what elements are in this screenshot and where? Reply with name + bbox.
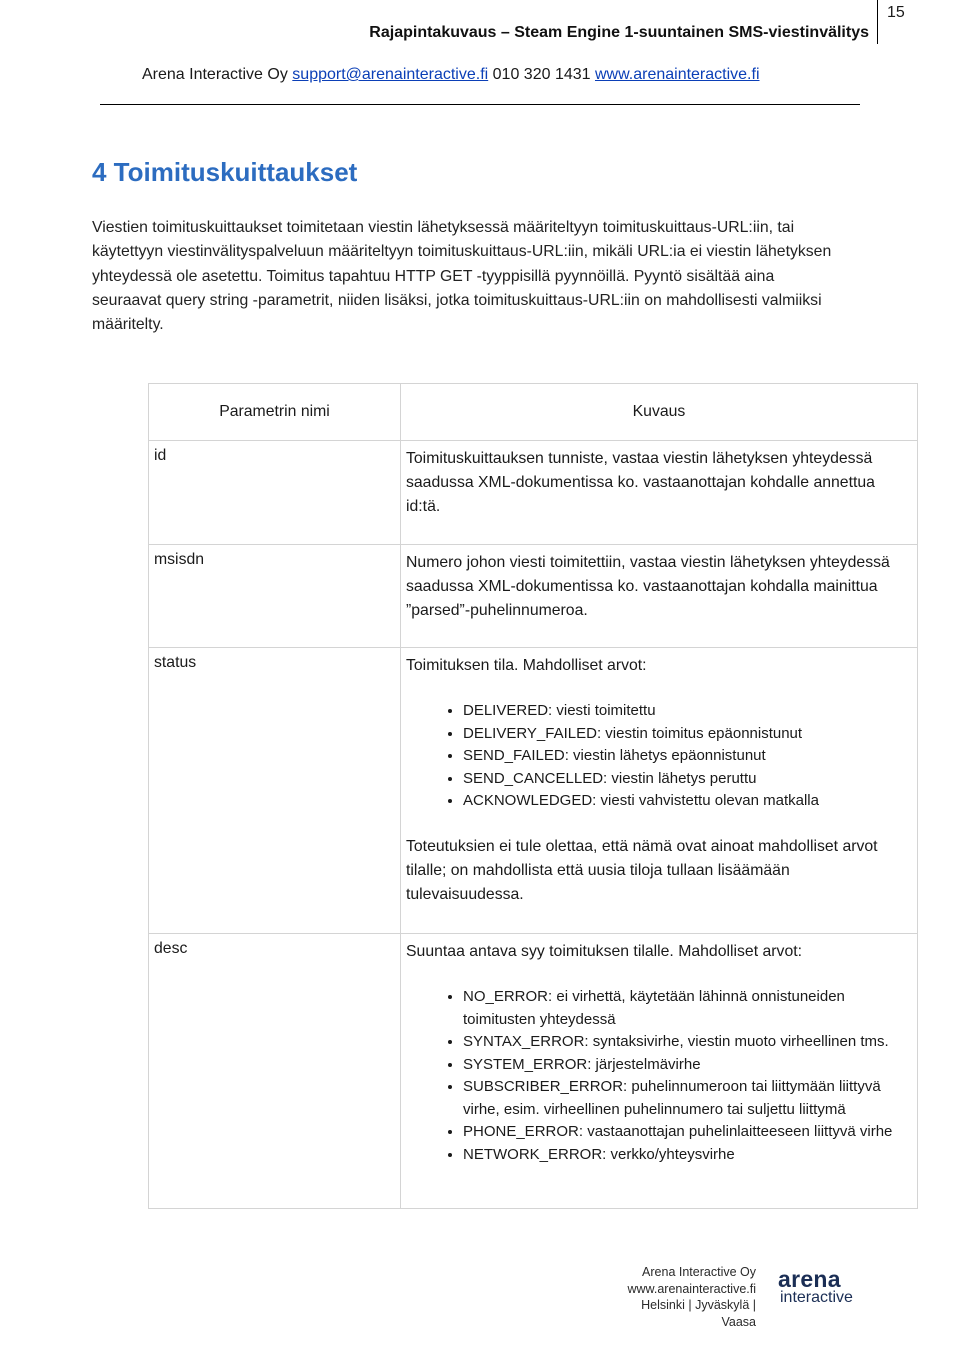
- value-list: [406, 700, 911, 813]
- company-name: Arena Interactive Oy: [142, 66, 288, 83]
- param-description: Suuntaa antava syy toimituksen tilalle. Mahdolliset arvot:: [406, 943, 803, 960]
- table-row: [149, 441, 918, 545]
- parameter-table: [148, 383, 918, 1209]
- param-name: status: [149, 648, 401, 934]
- phone-number: 010 320 1431: [492, 66, 591, 83]
- header-rule: [100, 104, 860, 105]
- list-item: • SEND_FAILED: viestin lähetys epäonnistunut: [463, 745, 911, 768]
- list-item: • DELIVERY_FAILED: viestin toimitus epäonnistunut: [463, 723, 911, 746]
- param-name: desc: [149, 934, 401, 1209]
- list-item: • SYNTAX_ERROR: syntaksivirhe, viestin muoto virheellinen tms.: [463, 1031, 911, 1054]
- website-link[interactable]: www.arenainteractive.fi: [594, 66, 760, 83]
- intro-paragraph: Viestien toimituskuittaukset toimitetaan viestin lähetyksessä määriteltyyn toimituskuittaus-URL:iin, tai käytettyyn viestinvälityspalveluun määriteltyyn toimituskuittaus-URL:iin, mikäli URL:ia ei viestin lähetyksen yhteydessä ole asetettu. Toimitus tapahtuu HTTP GET -tyyppisillä pyynnöillä. Pyyntö sisältää aina seuraavat query string -parametrit, niiden lisäksi, jotka toimituskuittaus-URL:iin on mahdollisesti valmiiksi määritelty.: [92, 219, 832, 334]
- list-item: • SYSTEM_ERROR: järjestelmävirhe: [463, 1054, 911, 1077]
- table-header-row: [149, 384, 918, 441]
- contact-line: [142, 66, 760, 84]
- footer-company: Arena Interactive Oy: [642, 1265, 756, 1279]
- param-description-cell: [401, 648, 918, 934]
- footer-website: www.arenainteractive.fi: [627, 1281, 756, 1296]
- param-description: Toimituskuittauksen tunniste, vastaa viestin lähetyksen yhteydessä saadussa XML-dokumentissa ko. vastaanottajan kohdalle annettua id:tä.: [401, 441, 918, 545]
- footer-contact: [614, 1264, 756, 1330]
- page-number: 15: [877, 0, 960, 44]
- footer-cities: Helsinki | Jyväskylä | Vaasa: [641, 1298, 756, 1329]
- support-email-link[interactable]: support@arenainteractive.fi: [292, 66, 489, 83]
- param-name: id: [149, 441, 401, 545]
- status-note: Toteutuksien ei tule olettaa, että nämä ovat ainoat mahdolliset arvot tilalle; on mahdollista että uusia tiloja tullaan lisäämään tulevaisuudessa.: [406, 837, 878, 903]
- param-description: Toimituksen tila. Mahdolliset arvot:: [406, 657, 647, 674]
- value-list: [406, 986, 911, 1166]
- section-heading: 4 Toimituskuittaukset: [92, 157, 358, 187]
- list-item: • NETWORK_ERROR: verkko/yhteysvirhe: [463, 1144, 911, 1167]
- list-item: • PHONE_ERROR: vastaanottajan puhelinlaitteeseen liittyvä virhe: [463, 1121, 911, 1144]
- list-item: • DELIVERED: viesti toimitettu: [463, 700, 911, 723]
- logo-main-text: arena: [778, 1266, 841, 1292]
- arena-interactive-logo: [778, 1266, 862, 1306]
- param-description: Numero johon viesti toimitettiin, vastaa viestin lähetyksen yhteydessä saadussa XML-dokumentissa ko. vastaanottajan kohdalla mainittua ”parsed”-puhelinnumeroa.: [401, 545, 918, 648]
- list-item: • SUBSCRIBER_ERROR: puhelinnumeroon tai liittymään liittyvä virhe, esim. virheellinen puhelinnumero tai suljettu liittymä: [463, 1076, 911, 1121]
- table-row: [149, 545, 918, 648]
- param-description-cell: [401, 934, 918, 1209]
- param-name: msisdn: [149, 545, 401, 648]
- column-header-name: Parametrin nimi: [149, 384, 401, 441]
- list-item: • NO_ERROR: ei virhettä, käytetään lähinnä onnistuneiden toimitusten yhteydessä: [463, 986, 911, 1031]
- document-title: Rajapintakuvaus – Steam Engine 1-suuntainen SMS-viestinvälitys: [369, 24, 869, 41]
- list-item: • ACKNOWLEDGED: viesti vahvistettu olevan matkalla: [463, 790, 911, 813]
- logo-sub-text: interactive: [780, 1289, 853, 1306]
- column-header-description: Kuvaus: [401, 384, 918, 441]
- table-row: [149, 648, 918, 934]
- table-row: [149, 934, 918, 1209]
- list-item: • SEND_CANCELLED: viestin lähetys peruttu: [463, 768, 911, 791]
